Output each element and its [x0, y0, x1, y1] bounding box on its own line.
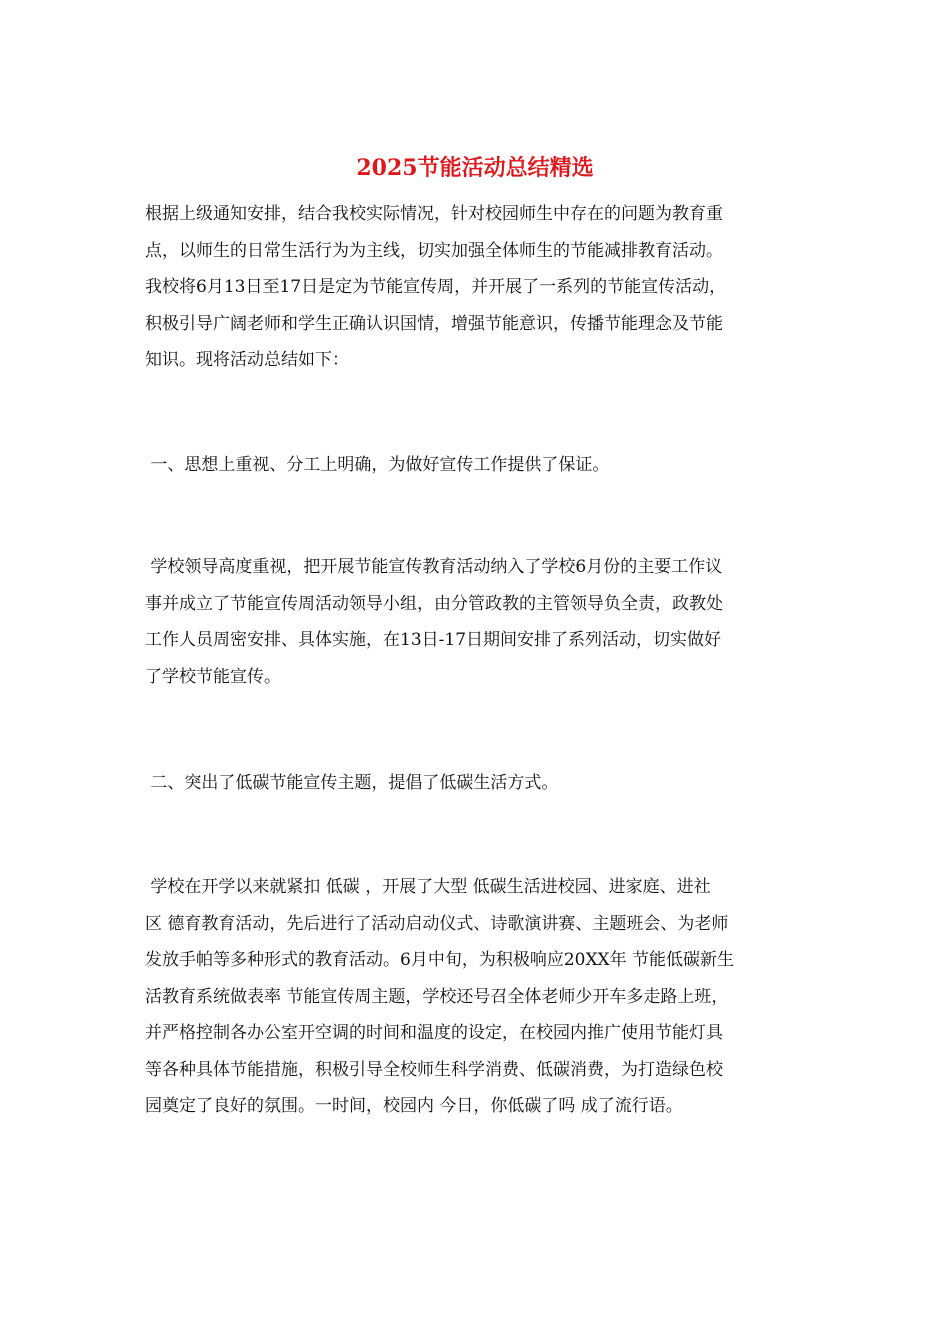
section-heading-2	[145, 765, 810, 802]
paragraph-line: 点，以师生的日常生活行为为主线，切实加强全体师生的节能减排教育活动。	[145, 240, 723, 261]
paragraph-line: 学校在开学以来就紧扣 低碳 ，开展了大型 低碳生活进校园、进家庭、进社	[145, 877, 711, 897]
paragraph-line: 等各种具体节能措施，积极引导全校师生科学消费、低碳消费，为打造绿色校	[145, 1059, 723, 1080]
paragraph-line: 发放手帕等多种形式的教育活动。6月中旬，为积极响应20XX年 节能低碳新生	[145, 950, 735, 970]
section-1-paragraph	[145, 549, 810, 695]
paragraph-line: 我校将6月13日至17日是定为节能宣传周，并开展了一系列的节能宣传活动，	[145, 277, 727, 297]
section-heading-text: 二、突出了低碳节能宣传主题，提倡了低碳生活方式。	[145, 773, 559, 793]
paragraph-line: 了学校节能宣传。	[145, 666, 281, 687]
paragraph-line: 并严格控制各办公室开空调的时间和温度的设定，在校园内推广使用节能灯具	[145, 1023, 723, 1043]
paragraph-line: 园奠定了良好的氛围。一时间，校园内 今日，你低碳了吗 成了流行语。	[145, 1096, 683, 1116]
paragraph-line: 知识。现将活动总结如下：	[145, 350, 349, 370]
intro-paragraph	[145, 196, 810, 379]
paragraph-line: 事并成立了节能宣传周活动领导小组，由分管政教的主管领导负全责，政教处	[145, 593, 723, 614]
paragraph-line: 积极引导广阔老师和学生正确认识国情，增强节能意识，传播节能理念及节能	[145, 313, 723, 334]
paragraph-line: 活教育系统做表率 节能宣传周主题，学校还号召全体老师少开车多走路上班，	[145, 986, 729, 1007]
paragraph-line: 根据上级通知安排，结合我校实际情况，针对校园师生中存在的问题为教育重	[145, 204, 723, 224]
document-title: 2025节能活动总结精选	[356, 155, 594, 181]
section-heading-1	[145, 447, 810, 484]
paragraph-line: 工作人员周密安排、具体实施，在13日-17日期间安排了系列活动，切实做好	[145, 630, 722, 650]
paragraph-line: 学校领导高度重视，把开展节能宣传教育活动纳入了学校6月份的主要工作议	[145, 557, 723, 577]
paragraph-line: 区 德育教育活动，先后进行了活动启动仪式、诗歌演讲赛、主题班会、为老师	[145, 913, 729, 934]
section-heading-text: 一、思想上重视、分工上明确，为做好宣传工作提供了保证。	[145, 455, 610, 475]
section-2-paragraph	[145, 869, 810, 1125]
